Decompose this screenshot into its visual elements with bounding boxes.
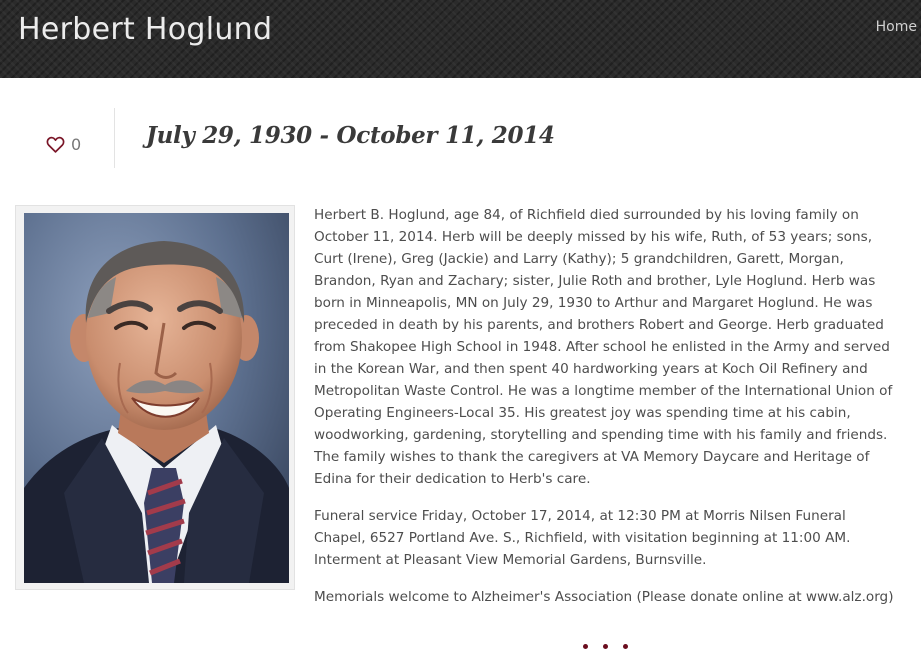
separator-dot	[603, 644, 608, 649]
obituary-paragraph-2: Funeral service Friday, October 17, 2014, at 12:30 PM at Morris Nilsen Funeral Chapel, 6527 Portland Ave. S., Richfield, with visitation beginning at 11:00 AM. Interment at Pleasant View Memorial Gardens, Burnsville.	[314, 508, 851, 568]
vertical-divider	[114, 108, 115, 168]
portrait-frame	[15, 205, 295, 590]
heart-outline-icon[interactable]	[46, 136, 65, 153]
portrait-photo	[24, 213, 289, 583]
obituary-paragraph-1: Herbert B. Hoglund, age 84, of Richfield died surrounded by his loving family on October 11, 2014. Herb will be deeply missed by his wife, Ruth, of 53 years; sons, Curt (Irene), Greg (Jackie) and Larry (Kathy); 5 grandchildren, Garett, Morgan, Brandon, Ryan and Zachary; sister, Julie Roth and brother, Lyle Hoglund. Herb was born in Minneapolis, MN on July 29, 1930 to Arthur and Margaret Hoglund. He was preceded in death by his parents, and brothers Robert and George. Herb graduated from Shakopee High School in 1948. After school he enlisted in the Army and served in the Korean War, and then spent 40 hardworking years at Koch Oil Refinery and Metropolitan Waste Control. He was a longtime member of the International Union of Operating Engineers-Local 35. His greatest joy was spending time at his cabin, woodworking, gardening, storytelling and spending time with his family and friends. The family wishes to thank the caregivers at VA Memory Daycare and Heritage of Edina for their dedication to Herb's care.	[314, 207, 893, 487]
site-title[interactable]: Herbert Hoglund	[18, 12, 273, 47]
like-button[interactable]	[46, 132, 81, 156]
separator-dot	[583, 644, 588, 649]
obituary-paragraph-3: Memorials welcome to Alzheimer's Association (Please donate online at www.alz.org)	[314, 589, 894, 605]
nav-home-link[interactable]: Home	[875, 19, 917, 35]
like-count: 0	[71, 134, 82, 154]
life-dates: July 29, 1930 - October 11, 2014	[146, 122, 555, 149]
site-header	[0, 0, 921, 78]
section-separator-dots	[583, 644, 628, 649]
separator-dot	[623, 644, 628, 649]
obituary-text	[314, 204, 896, 623]
